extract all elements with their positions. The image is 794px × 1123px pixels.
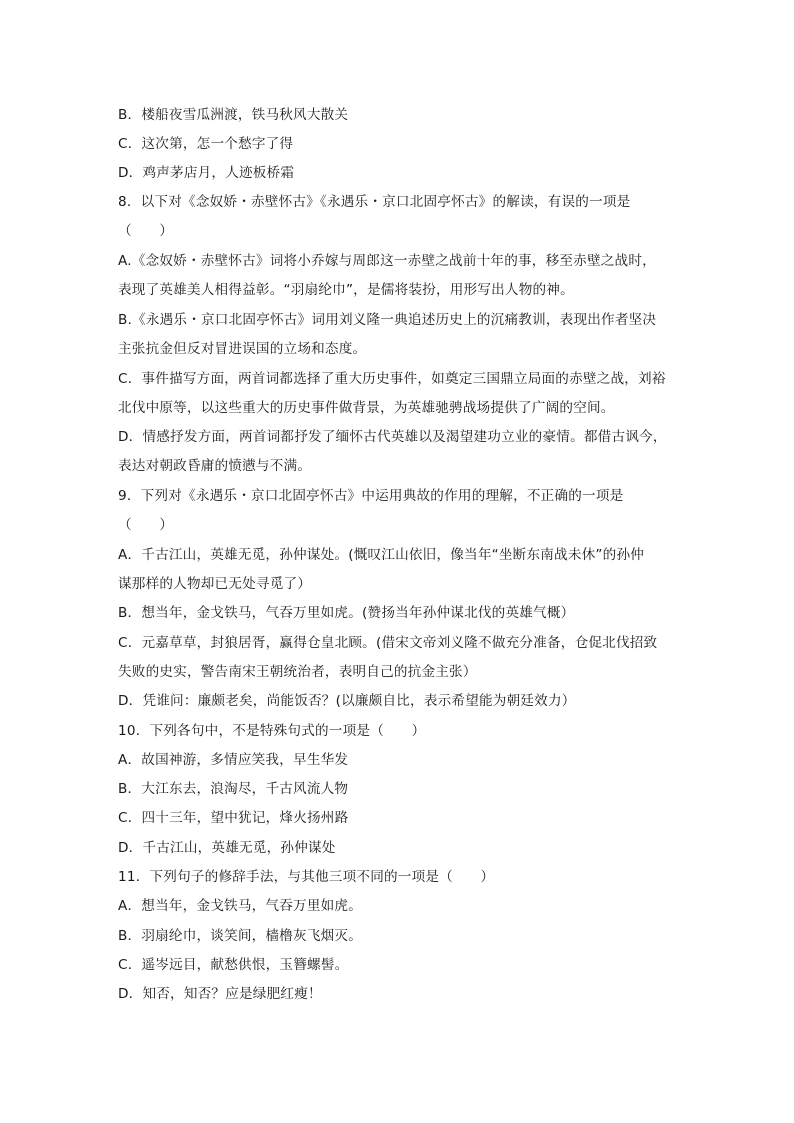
option-continuation: 主张抗金但反对冒进误国的立场和态度。 xyxy=(118,341,367,357)
option-line: B．羽扇纶巾，谈笑间，樯橹灰飞烟灭。 xyxy=(118,928,363,944)
option-line: A．想当年，金戈铁马，气吞万里如虎。 xyxy=(118,898,362,914)
answer-bracket: （ ） xyxy=(118,223,174,239)
option-line: B．楼船夜雪瓜洲渡，铁马秋风大散关 xyxy=(118,107,349,123)
question-9-stem: 9．下列对《永遇乐・京口北固亭怀古》中运用典故的作用的理解，不正确的一项是 xyxy=(118,488,624,504)
option-line: B．大江东去，浪淘尽，千古风流人物 xyxy=(118,781,349,797)
option-line: C．元嘉草草，封狼居胥，赢得仓皇北顾。(借宋文帝刘义隆不做充分准备，仓促北伐招致 xyxy=(118,635,658,651)
option-line: C．遥岑远目，献愁供恨，玉簪螺髻。 xyxy=(118,957,349,973)
option-line: B．想当年，金戈铁马，气吞万里如虎。(赞扬当年孙仲谋北伐的英雄气概） xyxy=(118,605,575,621)
option-line: A．千古江山，英雄无觅，孙仲谋处。(慨叹江山依旧，像当年“坐断东南战未休”的孙仲 xyxy=(118,547,645,563)
option-continuation: 北伐中原等，以这些重大的历史事件做背景，为英雄驰骋战场提供了广阔的空间。 xyxy=(118,400,615,416)
option-line: D．凭谁问：廉颇老矣，尚能饭否？(以廉颇自比，表示希望能为朝廷效力） xyxy=(118,693,576,709)
option-line: D．鸡声茅店月，人迹板桥霜 xyxy=(118,165,295,181)
option-continuation: 表达对朝政昏庸的愤懑与不满。 xyxy=(118,458,312,474)
question-8-stem: 8．以下对《念奴娇・赤壁怀古》《永遇乐・京口北固亭怀古》的解读，有误的一项是 xyxy=(118,194,631,210)
option-continuation: 谋那样的人物却已无处寻觅了） xyxy=(118,576,312,592)
option-line: A.《念奴娇・赤壁怀古》词将小乔嫁与周郎这一赤壁之战前十年的事，移至赤壁之战时， xyxy=(118,253,656,269)
answer-bracket: （ ） xyxy=(118,517,174,533)
question-10-stem: 10．下列各句中，不是特殊句式的一项是（ ） xyxy=(118,723,426,739)
option-line: D．千古江山，英雄无觅，孙仲谋处 xyxy=(118,840,336,856)
option-line: C．事件描写方面，两首词都选择了重大历史事件，如奠定三国鼎立局面的赤壁之战，刘裕 xyxy=(118,371,666,387)
option-line: C．这次第，怎一个愁字了得 xyxy=(118,136,294,152)
option-line: D．情感抒发方面，两首词都抒发了缅怀古代英雄以及渴望建功立业的豪情。都借古讽今， xyxy=(118,429,667,445)
option-line: B.《永遇乐・京口北固亭怀古》词用刘义隆一典追述历史上的沉痛教训，表现出作者坚决 xyxy=(118,312,657,328)
option-continuation: 失败的史实，警告南宋王朝统治者，表明自己的抗金主张） xyxy=(118,664,477,680)
option-line: A．故国神游，多情应笑我，早生华发 xyxy=(118,752,349,768)
option-line: C．四十三年，望中犹记，烽火扬州路 xyxy=(118,810,349,826)
question-11-stem: 11．下列句子的修辞手法，与其他三项不同的一项是（ ） xyxy=(118,869,495,885)
option-line: D．知否，知否？应是绿肥红瘦！ xyxy=(118,986,322,1002)
option-continuation: 表现了英雄美人相得益彰。“羽扇纶巾”，是儒将装扮，用形写出人物的神。 xyxy=(118,282,574,298)
